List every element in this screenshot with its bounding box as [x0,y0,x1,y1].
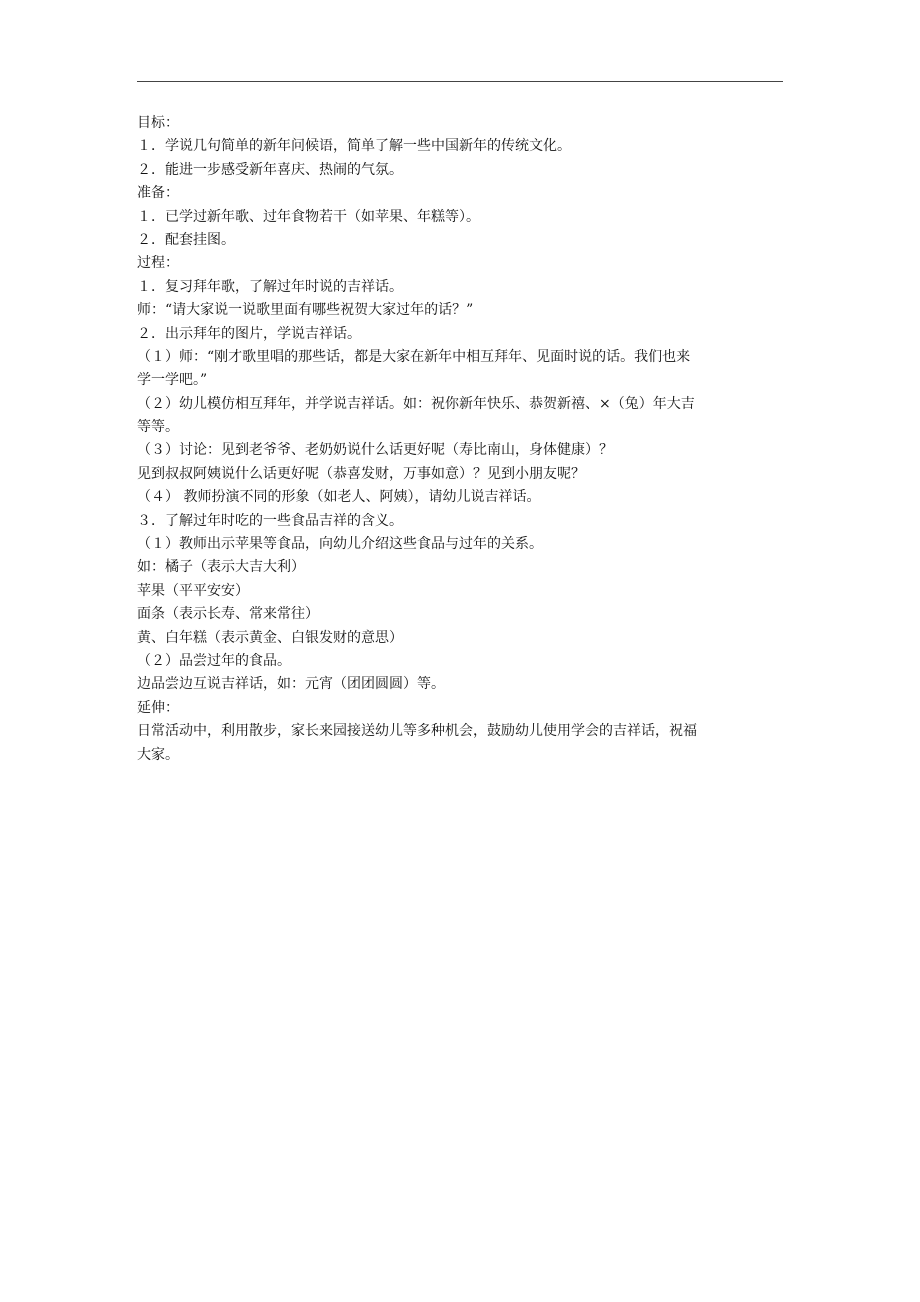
text-line: ２．出示拜年的图片，学说吉祥话。 [137,325,361,342]
text-line: 学一学吧。” [137,372,208,389]
text-line: （４） 教师扮演不同的形象（如老人、阿姨），请幼儿说吉祥话。 [137,489,541,506]
text-line: （２）品尝过年的食品。 [137,652,291,669]
text-line: （１）师：“刚才歌里唱的那些话，都是大家在新年中相互拜年、见面时说的话。我们也来 [137,348,691,365]
header-rule [137,81,783,82]
text-line: 师：“请大家说一说歌里面有哪些祝贺大家过年的话？” [137,302,474,319]
text-line: 如：橘子（表示大吉大利） [137,559,305,576]
text-line: 面条（表示长寿、常来常往） [137,606,319,623]
text-line: 边品尝边互说吉祥话，如：元宵（团团圆圆）等。 [137,676,445,693]
text-line: 苹果（平平安安） [137,582,249,599]
section-heading-goals: 目标： [137,115,179,131]
text-line: １．学说几句简单的新年问候语，简单了解一些中国新年的传统文化。 [137,138,571,155]
section-heading-process: 过程： [137,255,179,272]
text-line: １．复习拜年歌，了解过年时说的吉祥话。 [137,278,403,295]
text-line: 日常活动中，利用散步，家长来园接送幼儿等多种机会，鼓励幼儿使用学会的吉祥话，祝福 [137,723,697,740]
text-line: 大家。 [137,746,179,763]
text-line: （２）幼儿模仿相互拜年，并学说吉祥话。如：祝你新年快乐、恭贺新禧、×（兔）年大吉 [137,395,695,412]
text-line: ３．了解过年时吃的一些食品吉祥的含义。 [137,512,403,529]
text-line: 见到叔叔阿姨说什么话更好呢（恭喜发财，万事如意）？见到小朋友呢？ [137,465,585,482]
text-line: （１）教师出示苹果等食品，向幼儿介绍这些食品与过年的关系。 [137,536,543,553]
text-line: ２．配套挂图。 [137,231,235,248]
text-line: （３）讨论：见到老爷爷、老奶奶说什么话更好呢（寿比南山，身体健康）？ [137,442,613,459]
text-line: ２．能进一步感受新年喜庆、热闹的气氛。 [137,161,403,178]
text-line: 等等。 [137,419,179,436]
text-line: 黄、白年糕（表示黄金、白银发财的意思） [137,629,403,646]
document-body [137,112,787,767]
text-line: １．已学过新年歌、过年食物若干（如苹果、年糕等）。 [137,208,480,225]
section-heading-preparation: 准备： [137,185,179,202]
section-heading-extension: 延伸： [137,699,179,716]
